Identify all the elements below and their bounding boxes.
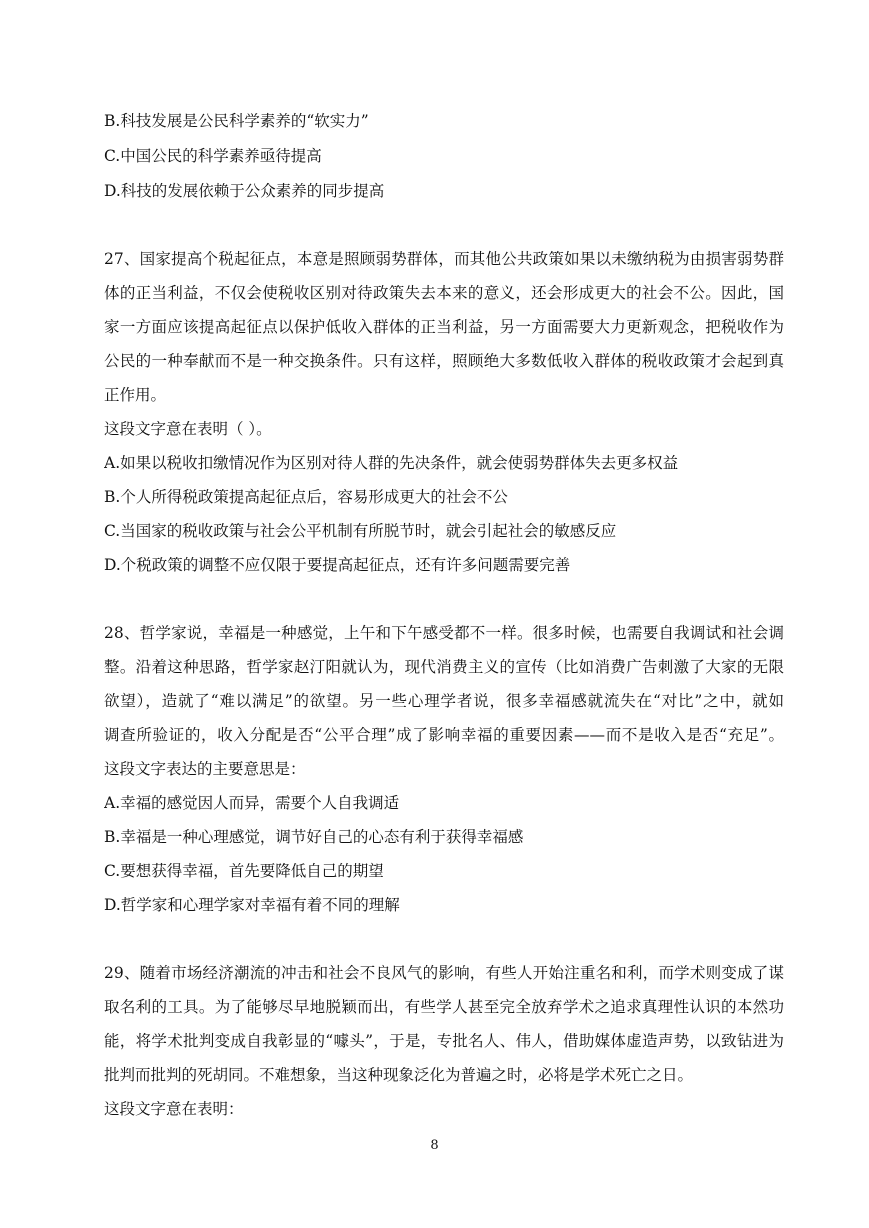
q28-passage-line: 欲望），造就了“难以满足”的欲望。另一些心理学者说，很多幸福感就流失在“对比”之中，就如 [104, 692, 784, 710]
q28-option-d: D.哲学家和心理学家对幸福有着不同的理解 [104, 896, 400, 914]
q26-option-b: B.科技发展是公民科学素养的“软实力” [104, 112, 369, 130]
q28-option-c: C.要想获得幸福，首先要降低自己的期望 [104, 862, 384, 880]
q29-passage-line: 29、随着市场经济潮流的冲击和社会不良风气的影响，有些人开始注重名和利，而学术则变成了谋 [104, 964, 784, 982]
q28-question: 这段文字表达的主要意思是： [104, 760, 306, 778]
page-number: 8 [430, 1138, 439, 1153]
q27-option-c: C.当国家的税收政策与社会公平机制有所脱节时，就会引起社会的敏感反应 [104, 522, 617, 540]
q27-passage-line: 公民的一种奉献而不是一种交换条件。只有这样，照顾绝大多数低收入群体的税收政策才会起到真 [104, 352, 784, 370]
q29-passage-line: 取名利的工具。为了能够尽早地脱颖而出，有些学人甚至完全放弃学术之追求真理性认识的本然功 [104, 998, 784, 1016]
q28-option-b: B.幸福是一种心理感觉，调节好自己的心态有利于获得幸福感 [104, 828, 524, 846]
q28-passage-line: 调查所验证的，收入分配是否“公平合理”成了影响幸福的重要因素——而不是收入是否“充足”。 [104, 726, 784, 744]
q27-passage-line: 27、国家提高个税起征点，本意是照顾弱势群体，而其他公共政策如果以未缴纳税为由损害弱势群 [104, 250, 784, 268]
q27-option-d: D.个税政策的调整不应仅限于要提高起征点，还有许多问题需要完善 [104, 556, 571, 574]
q27-passage-line: 正作用。 [104, 386, 167, 404]
q28-option-a: A.幸福的感觉因人而异，需要个人自我调适 [104, 794, 400, 812]
q26-option-c: C.中国公民的科学素养亟待提高 [104, 147, 322, 165]
q27-passage-line: 体的正当利益，不仅会使税收区别对待政策失去本来的意义，还会形成更大的社会不公。因此，国 [104, 284, 784, 302]
q28-passage-line: 28、哲学家说，幸福是一种感觉，上午和下午感受都不一样。很多时候，也需要自我调试和社会调 [104, 624, 784, 642]
q29-passage-line: 能，将学术批判变成自我彰显的“噱头”，于是，专批名人、伟人，借助媒体虚造声势，以致钻进为 [104, 1032, 784, 1050]
q26-option-d: D.科技的发展依赖于公众素养的同步提高 [104, 182, 385, 200]
q29-question: 这段文字意在表明： [104, 1100, 244, 1118]
q27-passage-line: 家一方面应该提高起征点以保护低收入群体的正当利益，另一方面需要大力更新观念，把税收作为 [104, 318, 784, 336]
q27-question: 这段文字意在表明（ ）。 [104, 420, 272, 438]
q28-passage-line: 整。沿着这种思路，哲学家赵汀阳就认为，现代消费主义的宣传（比如消费广告刺激了大家的无限 [104, 658, 784, 676]
q27-option-b: B.个人所得税政策提高起征点后，容易形成更大的社会不公 [104, 488, 508, 506]
q29-passage-line: 批判而批判的死胡同。不难想象，当这种现象泛化为普遍之时，必将是学术死亡之日。 [104, 1066, 694, 1084]
q27-option-a: A.如果以税收扣缴情况作为区别对待人群的先决条件，就会使弱势群体失去更多权益 [104, 454, 679, 472]
